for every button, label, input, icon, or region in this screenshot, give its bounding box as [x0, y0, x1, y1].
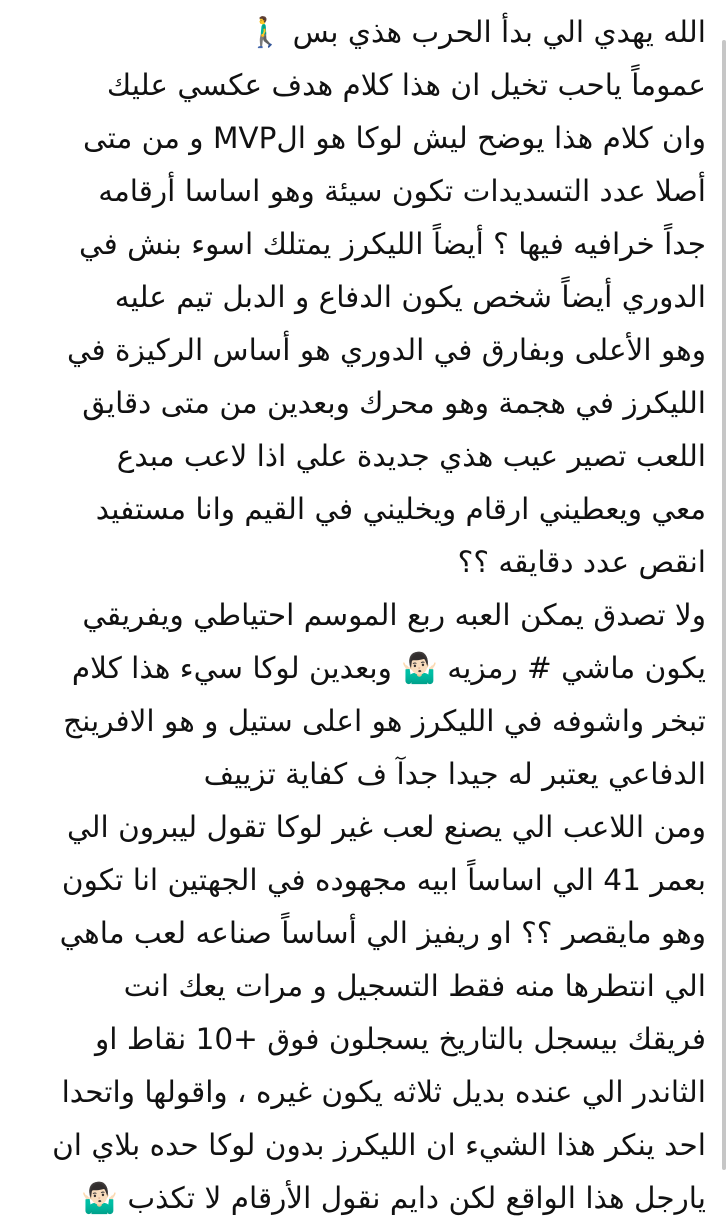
text-line: احد ينكر هذا الشيء ان الليكرز بدون لوكا حده بلاي ان: [52, 1128, 706, 1162]
text-line: اللعب تصير عيب هذي جديدة علي اذا لاعب مبدع: [116, 439, 706, 473]
text-line: يارجل هذا الواقع لكن دايم نقول الأرقام لا تكذب 🤷🏻‍♂️: [81, 1181, 706, 1215]
text-line: ولا تصدق يمكن العبه ربع الموسم احتياطي ويفريقي: [82, 598, 706, 632]
text-line: تبخر واشوفه في الليكرز هو اعلى ستيل و هو الافرينج: [63, 704, 706, 738]
post-text: [30, 6, 706, 1225]
text-line: فريقك بيسجل بالتاريخ يسجلون فوق +10 نقاط او: [95, 1022, 706, 1056]
text-line: وهو مايقصر ؟؟ او ريفيز الي أساساً صناعه لعب ماهي: [59, 916, 706, 950]
text-line: عموماً ياحب تخيل ان هذا كلام هدف عكسي عليك: [106, 68, 706, 102]
text-line: ومن اللاعب الي يصنع لعب غير لوكا تقول ليبرون الي: [66, 810, 706, 844]
text-line: وهو الأعلى وبفارق في الدوري هو أساس الركيزة في: [66, 333, 706, 367]
text-line: الدفاعي يعتبر له جيدا جدآ ف كفاية تزييف: [203, 757, 706, 791]
text-line: جداً خرافيه فيها ؟ أيضاً الليكرز يمتلك اسوء بنش في: [79, 227, 706, 261]
text-line: الليكرز في هجمة وهو محرك وبعدين من متى دقايق: [82, 386, 706, 420]
text-line: الدوري أيضاً شخص يكون الدفاع و الدبل تيم عليه: [114, 280, 706, 314]
text-line: يكون ماشي # رمزيه 🤷🏻‍♂️ وبعدين لوكا سيء هذا كلام: [71, 651, 706, 685]
text-line: انقص عدد دقايقه ؟؟: [457, 545, 706, 579]
text-line: الله يهدي الي بدأ الحرب هذي بس 🚶‍♂️: [246, 15, 706, 49]
text-line: معي ويعطيني ارقام ويخليني في القيم وانا مستفيد: [95, 492, 706, 526]
text-line: الي انتطرها منه فقط التسجيل و مرات يعك انت: [123, 969, 706, 1003]
text-line: الثاندر الي عنده بديل ثلاثه يكون غيره ، واقولها واتحدا: [61, 1075, 706, 1109]
text-line: بعمر 41 الي اساساً ابيه مجهوده في الجهتين انا تكون: [61, 863, 706, 897]
scrollbar[interactable]: [722, 40, 726, 1170]
text-line: أصلا عدد التسديدات تكون سيئة وهو اساسا أرقامه: [98, 174, 706, 208]
text-line: وان كلام هذا يوضح ليش لوكا هو الMVP و من متى: [83, 121, 706, 155]
